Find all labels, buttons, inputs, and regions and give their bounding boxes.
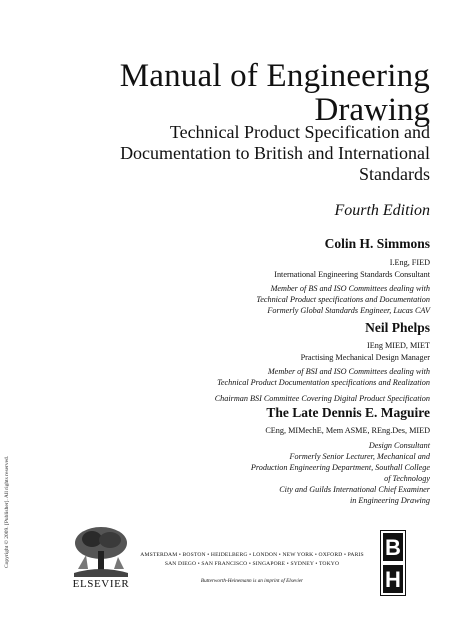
elsevier-tree-logo-icon bbox=[68, 525, 134, 577]
author-note: Member of BS and ISO Committees dealing with bbox=[270, 284, 430, 293]
author-block bbox=[256, 236, 430, 316]
copyright-sidebar: Copyright © 2009. [Publisher]. All rights reserved. bbox=[4, 455, 10, 568]
publisher-name: ELSEVIER bbox=[72, 578, 130, 590]
publisher-cities: AMSTERDAM • BOSTON • HEIDELBERG • LONDON • NEW YORK • OXFORD • PARIS bbox=[140, 552, 364, 558]
author-note: Chairman BSI Committee Covering Digital Product Specification bbox=[214, 394, 430, 403]
author-note: Technical Product Documentation specifications and Realization bbox=[217, 378, 430, 387]
author-name: Neil Phelps bbox=[365, 320, 430, 335]
publisher-cities: SAN DIEGO • SAN FRANCISCO • SINGAPORE • SYDNEY • TOKYO bbox=[164, 561, 340, 567]
subtitle-line: Documentation to British and International bbox=[120, 143, 430, 163]
author-credential: IEng MIED, MIET bbox=[367, 341, 430, 350]
subtitle-line: Technical Product Specification and bbox=[169, 122, 430, 142]
author-note: City and Guilds International Chief Examiner bbox=[279, 485, 430, 494]
author-block bbox=[251, 405, 430, 506]
book-title-line-2: Drawing bbox=[314, 92, 430, 128]
edition-label: Fourth Edition bbox=[334, 202, 430, 219]
author-note: Member of BSI and ISO Committees dealing with bbox=[267, 367, 430, 376]
author-credential: CEng, MIMechE, Mem ASME, REng.Des, MIED bbox=[265, 426, 430, 435]
bh-letter-h: H bbox=[385, 567, 401, 592]
author-note: Formerly Senior Lecturer, Mechanical and bbox=[289, 452, 430, 461]
subtitle-line: Standards bbox=[359, 164, 430, 184]
author-note: of Technology bbox=[384, 474, 430, 483]
author-note: in Engineering Drawing bbox=[349, 496, 430, 505]
author-block bbox=[215, 320, 430, 404]
author-credential: International Engineering Standards Consultant bbox=[274, 270, 430, 279]
author-note: Technical Product specifications and Documentation bbox=[256, 295, 430, 304]
bh-logo-icon bbox=[380, 530, 406, 596]
author-note: Formerly Global Standards Engineer, Lucas CAV bbox=[267, 306, 430, 315]
book-subtitle bbox=[120, 122, 430, 185]
author-name: The Late Dennis E. Maguire bbox=[266, 405, 430, 420]
imprint-note: Butterworth-Heinemann is an imprint of Elsevier bbox=[200, 578, 304, 584]
author-name: Colin H. Simmons bbox=[324, 236, 430, 251]
author-credential: Practising Mechanical Design Manager bbox=[300, 353, 430, 362]
book-title-line-1: Manual of Engineering bbox=[119, 58, 430, 94]
author-note: Production Engineering Department, Southall College bbox=[250, 463, 430, 472]
author-note: Design Consultant bbox=[368, 441, 430, 450]
bh-letter-b: B bbox=[385, 535, 401, 560]
author-credential: I.Eng, FIED bbox=[389, 258, 430, 267]
